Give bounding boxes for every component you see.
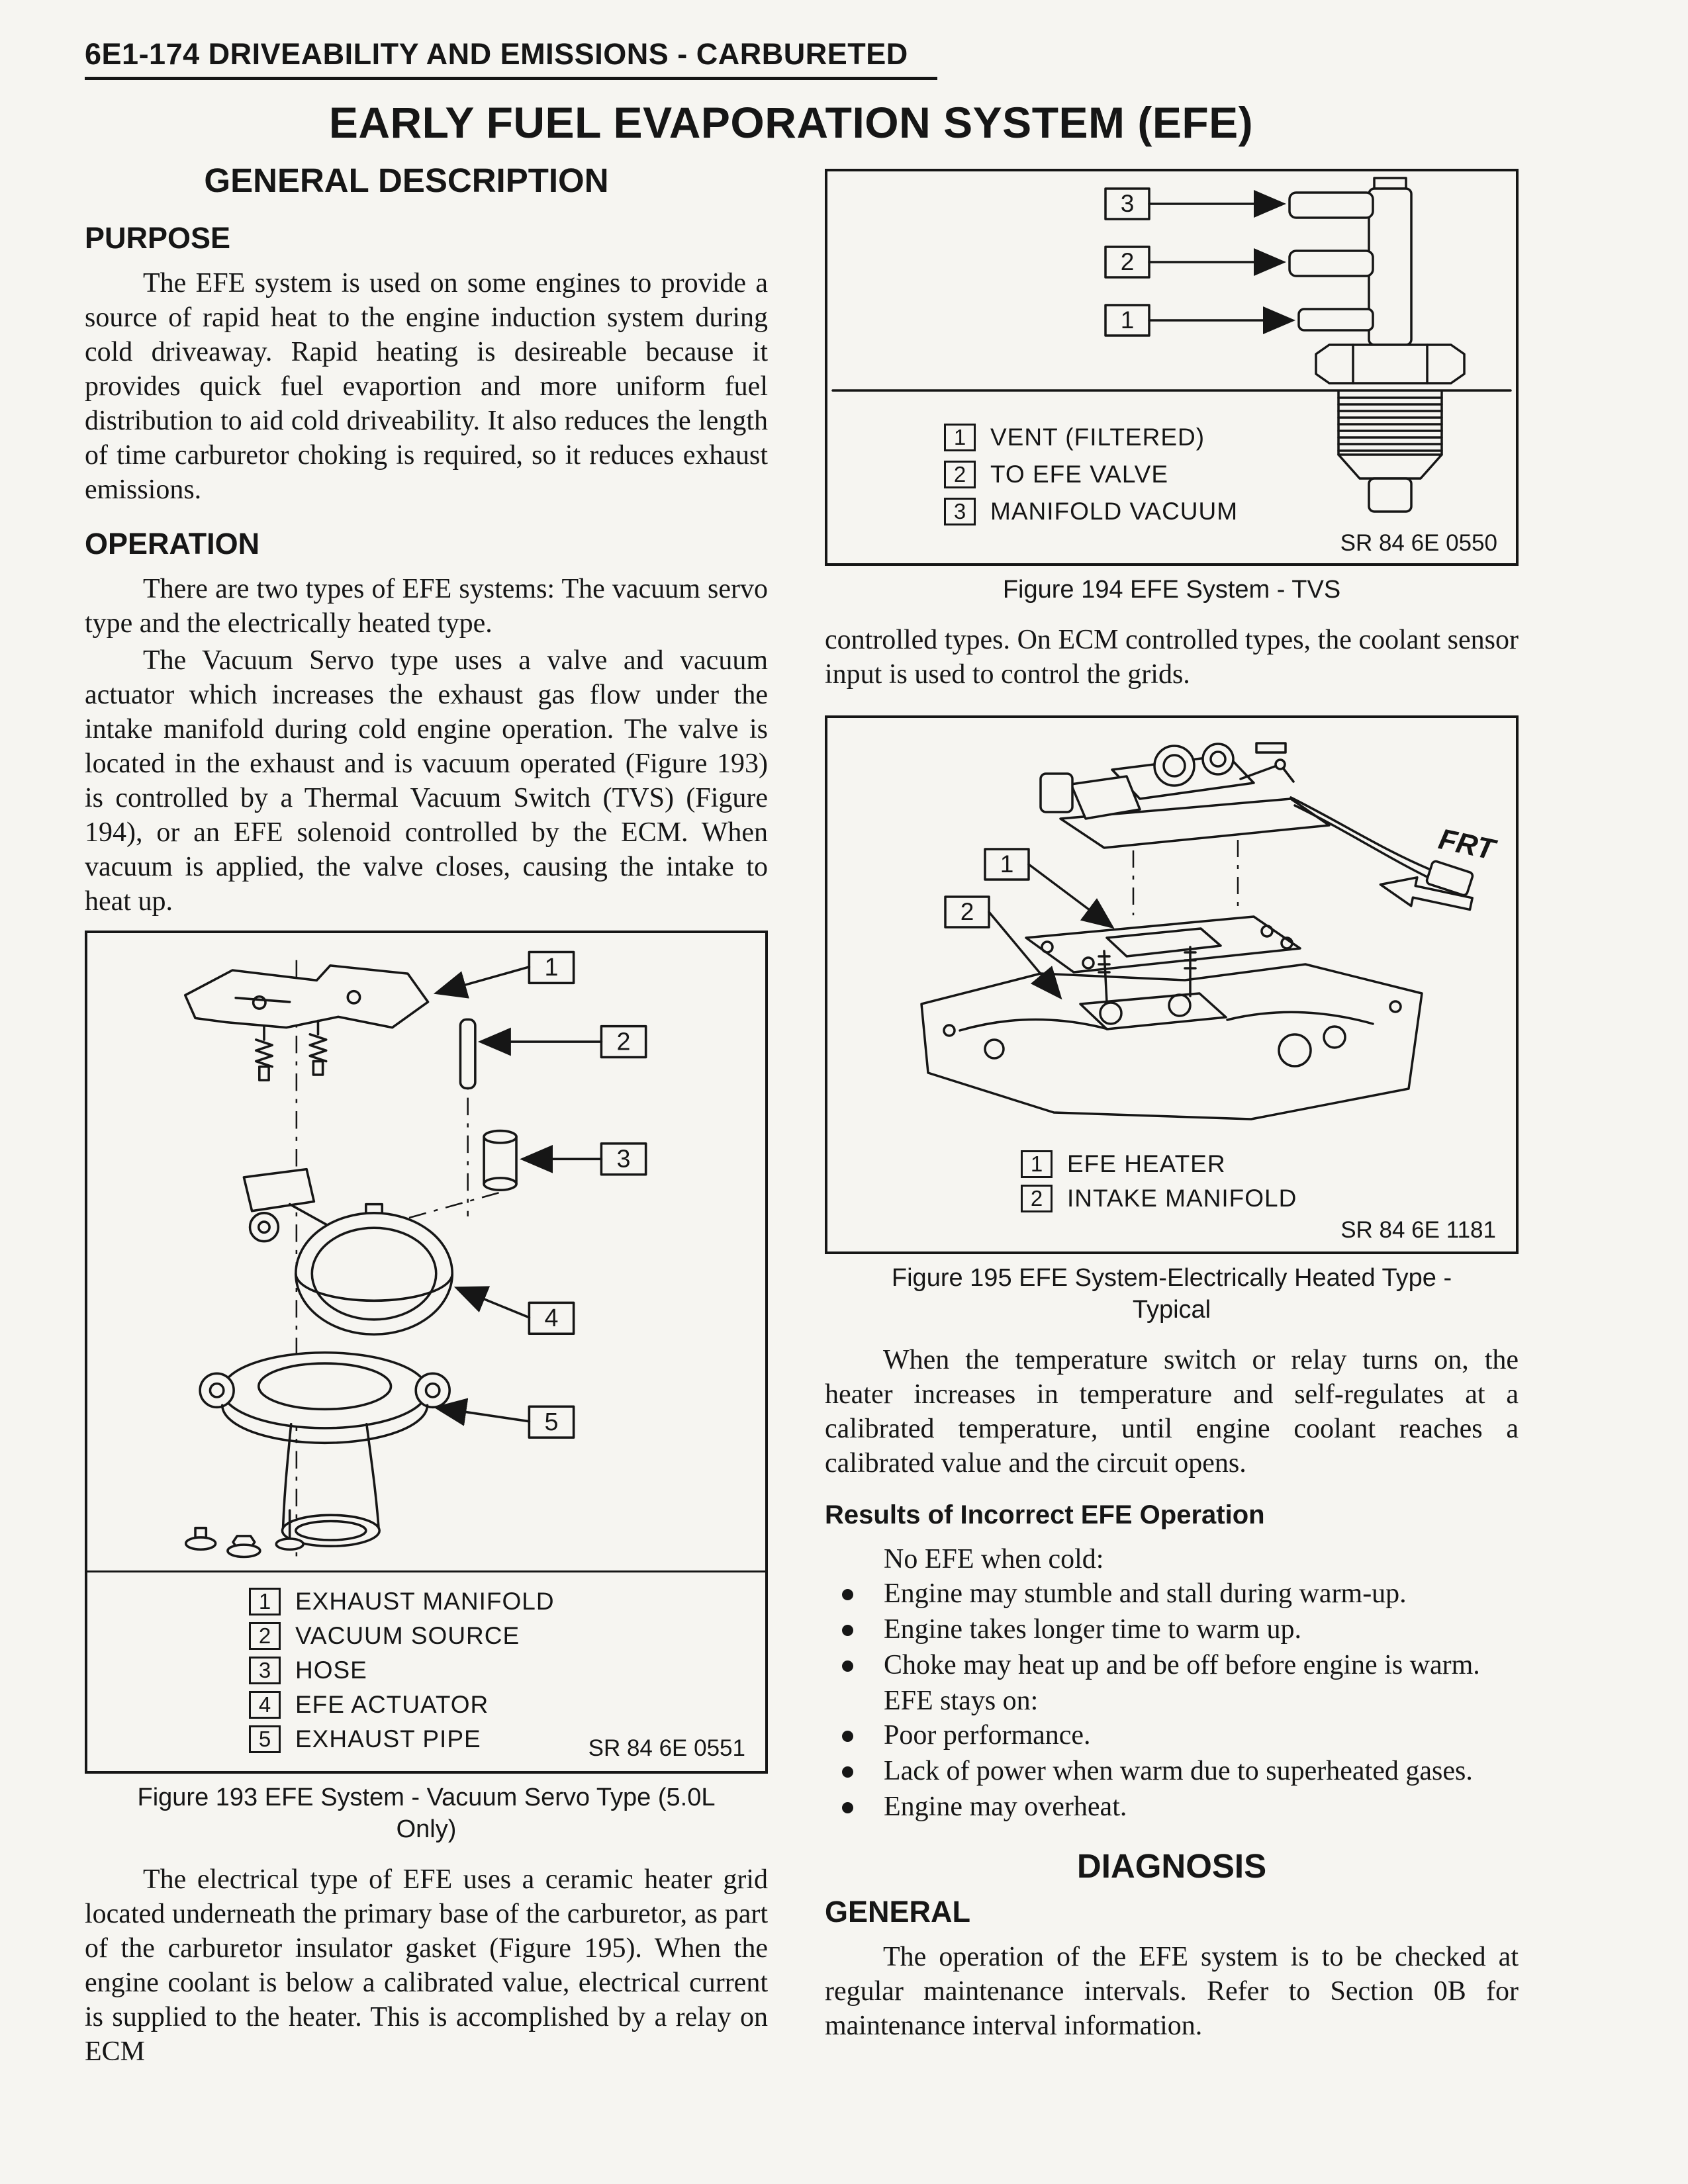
- bullet-icon: [842, 1625, 853, 1636]
- list-item-text: Poor performance.: [884, 1720, 1091, 1751]
- caption-line: Figure 193 EFE System - Vacuum Servo Type (5.0L: [137, 1783, 716, 1811]
- list-item-text: Choke may heat up and be off before engine is warm.: [884, 1650, 1480, 1680]
- caption-line: Only): [396, 1815, 457, 1843]
- legend-number: 1: [1021, 1150, 1053, 1178]
- list-item: [842, 1612, 1519, 1647]
- two-column-layout: [85, 157, 1524, 2071]
- tvs-valve-drawing: [1289, 178, 1464, 512]
- bullet-icon: [842, 1766, 853, 1778]
- heading-purpose: PURPOSE: [85, 221, 231, 255]
- operation-paragraph-1: There are two types of EFE systems: The vacuum servo type and the electrically heated type.: [85, 574, 768, 639]
- figure-194: [825, 169, 1519, 566]
- page-header: 6E1-174 DRIVEABILITY AND EMISSIONS - CARBURETED: [85, 37, 937, 80]
- heading-operation: OPERATION: [85, 527, 260, 561]
- legend-number: 1: [944, 424, 976, 451]
- callout-1: [1105, 305, 1291, 336]
- legend-label: HOSE: [295, 1656, 367, 1684]
- callout-3: [524, 1144, 645, 1175]
- legend-number: 4: [249, 1691, 281, 1719]
- figure-194-caption: Figure 194 EFE System - TVS: [1002, 576, 1341, 604]
- legend-label: EXHAUST PIPE: [295, 1725, 481, 1752]
- figure-193: [85, 931, 768, 1774]
- exhaust-manifold-drawing: [185, 966, 428, 1080]
- purpose-paragraph: The EFE system is used on some engines to provide a source of rapid heat to the engine induction system during cold driveaway. Rapid heating is desireable because it provides quick fuel evaportion and more uniform fuel distribution to aid cold driveability. It also reduces the length of time carburetor choking is required, so it reduces exhaust emissions.: [85, 268, 768, 505]
- legend-label: MANIFOLD VACUUM: [990, 498, 1239, 525]
- legend-item: [944, 456, 1238, 493]
- callout-4: [458, 1289, 573, 1334]
- callout-5-number: 5: [544, 1407, 559, 1435]
- bullet-icon: [842, 1661, 853, 1672]
- legend-item: [249, 1688, 765, 1722]
- page-title: EARLY FUEL EVAPORATION SYSTEM (EFE): [328, 98, 1254, 147]
- intake-manifold-drawing: [921, 947, 1422, 1119]
- legend-item: [1021, 1147, 1516, 1181]
- callout-3-number: 3: [1120, 190, 1135, 217]
- callout-2: [483, 1026, 646, 1058]
- legend-number: 3: [944, 498, 976, 525]
- legend-label: VACUUM SOURCE: [295, 1621, 520, 1649]
- hose-drawing: [484, 1131, 516, 1191]
- figure-195-caption: [825, 1262, 1519, 1326]
- callout-1: [985, 849, 1111, 926]
- heading-general: GENERAL: [825, 1895, 971, 1929]
- list-item: [842, 1576, 1519, 1611]
- legend-item: [944, 493, 1238, 530]
- electrical-type-paragraph: The electrical type of EFE uses a ceramic heater grid located underneath the primary base of the carburetor, as part of the carburetor insulator gasket (Figure 195). When the engine coolant is below a calibrated value, electrical current is supplied to the heater. This is accomplished by a relay on ECM: [85, 1864, 768, 2067]
- legend-number: 3: [249, 1657, 281, 1684]
- list-item-text: Lack of power when warm due to superheated gases.: [884, 1756, 1473, 1786]
- callout-2: [1105, 247, 1282, 277]
- operation-paragraph-2: The Vacuum Servo type uses a valve and vacuum actuator which increases the exhaust gas flow under the intake manifold during cold engine operation. The valve is located in the exhaust and is vacuum operated (Figure 193) is controlled by a Thermal Vacuum Switch (TVS) (Figure 194), or an EFE solenoid controlled by the ECM. When vacuum is applied, the valve closes, causing the intake to heat up.: [85, 645, 768, 917]
- legend-item: [1021, 1181, 1516, 1216]
- temperature-paragraph: When the temperature switch or relay turns on, the heater increases in temperature and self-regulates at a calibrated temperature, until engine coolant reaches a calibrated value and the circuit opens.: [825, 1345, 1519, 1479]
- list-item-text: Engine takes longer time to warm up.: [884, 1614, 1302, 1645]
- list-item: [842, 1754, 1519, 1788]
- efe-actuator-drawing: [244, 1169, 452, 1335]
- heading-results: Results of Incorrect EFE Operation: [825, 1500, 1265, 1529]
- frt-label: FRT: [1436, 823, 1498, 866]
- callout-2-number: 2: [1120, 248, 1135, 275]
- legend-number: 2: [249, 1622, 281, 1650]
- list-item: [842, 1790, 1519, 1824]
- efe-heater-gasket-drawing: [1026, 917, 1300, 972]
- bullet-icon: [842, 1589, 853, 1600]
- legend-label: INTAKE MANIFOLD: [1067, 1185, 1297, 1212]
- legend-label: EXHAUST MANIFOLD: [295, 1587, 555, 1615]
- figure-195: [825, 715, 1519, 1254]
- figure-195-diagram: [827, 718, 1516, 1142]
- right-column: [825, 157, 1519, 2071]
- vacuum-source-drawing: [460, 1019, 475, 1088]
- figure-195-ref: SR 84 6E 1181: [1340, 1217, 1496, 1243]
- callout-1-number: 1: [1000, 850, 1014, 878]
- exhaust-pipe-drawing: [200, 1353, 449, 1546]
- legend-label: VENT (FILTERED): [990, 424, 1205, 451]
- callout-2-number: 2: [616, 1027, 631, 1056]
- callout-2-number: 2: [960, 898, 974, 925]
- figure-194-legend: [944, 419, 1238, 530]
- callout-5: [438, 1406, 574, 1437]
- no-efe-cold-label: No EFE when cold:: [884, 1544, 1104, 1574]
- callout-3-number: 3: [616, 1144, 631, 1173]
- left-column: [85, 157, 768, 2071]
- figure-193-caption: [85, 1782, 768, 1845]
- figure-193-ref: SR 84 6E 0551: [588, 1735, 745, 1761]
- callout-4-number: 4: [544, 1304, 559, 1332]
- list-item-text: Engine may stumble and stall during warm-up.: [884, 1578, 1407, 1609]
- legend-number: 2: [1021, 1185, 1053, 1212]
- figure-193-diagram: [87, 933, 765, 1570]
- legend-label: TO EFE VALVE: [990, 461, 1169, 488]
- heading-diagnosis: DIAGNOSIS: [1076, 1847, 1267, 1885]
- efe-stays-on-label: EFE stays on:: [884, 1686, 1039, 1716]
- legend-item: [944, 419, 1238, 456]
- callout-1-number: 1: [544, 953, 559, 981]
- heading-general-description: GENERAL DESCRIPTION: [204, 161, 609, 199]
- figure-195-legend: [827, 1142, 1516, 1217]
- list-item: [842, 1648, 1519, 1682]
- list-item-text: Engine may overheat.: [884, 1792, 1127, 1822]
- legend-item: [249, 1619, 765, 1653]
- list-item: [842, 1718, 1519, 1752]
- legend-label: EFE HEATER: [1067, 1150, 1226, 1177]
- continued-paragraph: controlled types. On ECM controlled types, the coolant sensor input is used to control the grids.: [825, 625, 1519, 690]
- legend-number: 2: [944, 461, 976, 488]
- callout-1: [438, 952, 574, 993]
- diagnosis-general-paragraph: The operation of the EFE system is to be checked at regular maintenance intervals. Refer to Section 0B for maintenance interval information.: [825, 1942, 1519, 2041]
- figure-194-ref: SR 84 6E 0550: [1340, 530, 1497, 556]
- bullet-icon: [842, 1731, 853, 1742]
- legend-item: [249, 1653, 765, 1688]
- callout-3: [1105, 189, 1282, 219]
- callout-1-number: 1: [1120, 306, 1135, 334]
- legend-number: 5: [249, 1725, 281, 1753]
- caption-line: Figure 195 EFE System-Electrically Heated Type -: [891, 1264, 1452, 1292]
- legend-number: 1: [249, 1588, 281, 1615]
- caption-line: Typical: [1132, 1296, 1211, 1324]
- legend-item: [249, 1584, 765, 1619]
- bullet-icon: [842, 1802, 853, 1813]
- legend-label: EFE ACTUATOR: [295, 1690, 489, 1718]
- page-header-row: [85, 37, 1524, 80]
